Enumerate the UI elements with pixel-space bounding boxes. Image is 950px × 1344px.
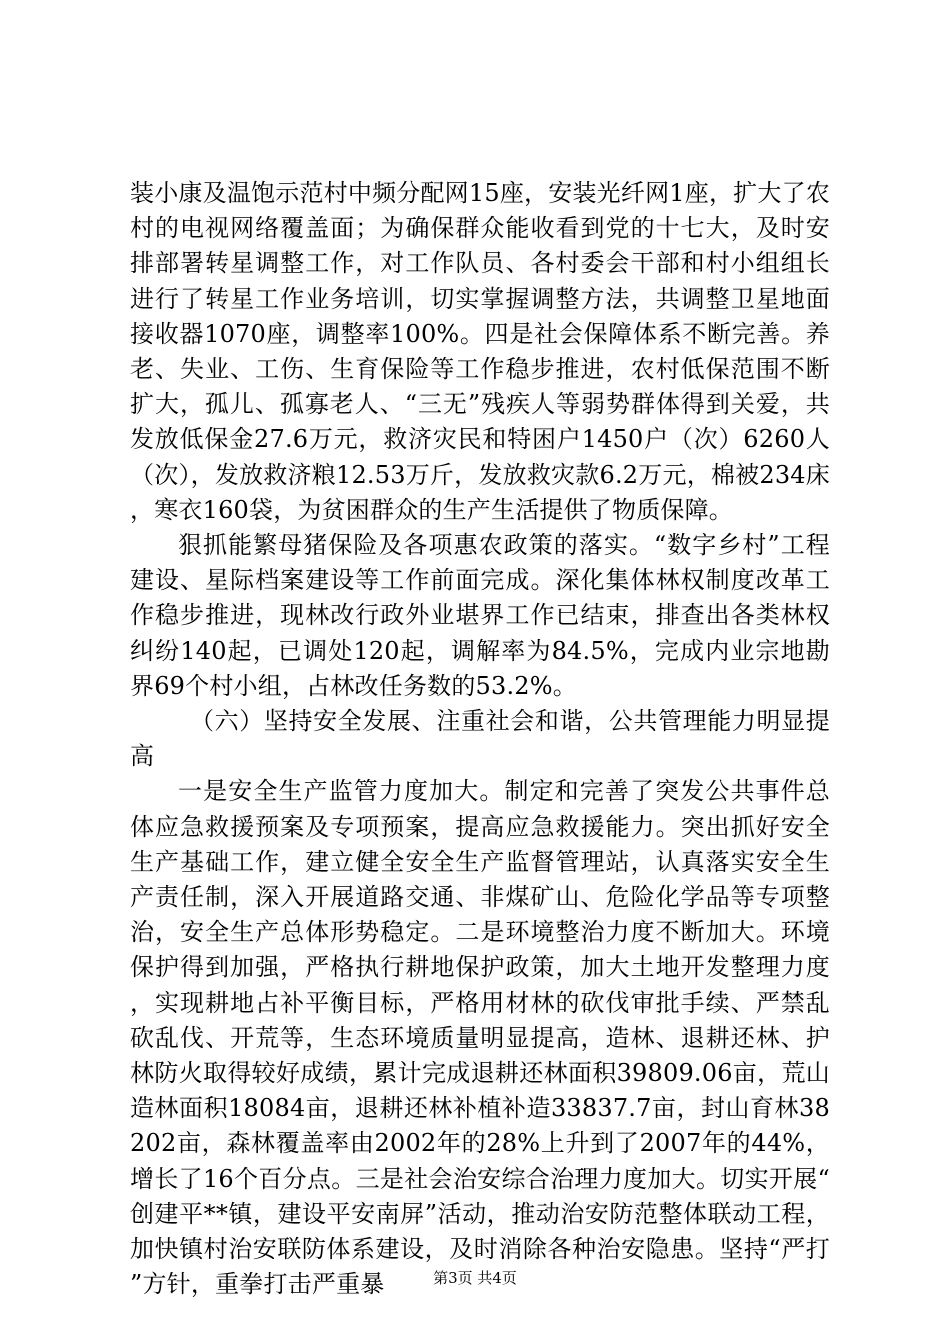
section-heading-six: （六）坚持安全发展、注重社会和谐，公共管理能力明显提高 — [130, 707, 830, 771]
paragraph-social-security: 装小康及温饱示范村中频分配网15座，安装光纤网1座，扩大了农村的电视网络覆盖面；为确保群众能收看到党的十七大，及时安排部署转星调整工作，对工作队员、各村委会干部和村小组组长进行了转星工作业务培训，切实掌握调整方法，共调整卫星地面接收器1070座，调整率100%。四是社会保障体系不断完善。养老、失业、工伤、生育保险等工作稳步推进，农村低保范围不断扩大，孤儿、孤寡老人、“三无”残疾人等弱势群体得到关爱，共发放低保金27.6万元，救济灾民和特困户1450户（次）6260人（次），发放救济粮12.53万斤，发放救灾款6.2万元，棉被234床，寒衣160袋，为贫困群众的生产生活提供了物质保障。 — [130, 179, 830, 524]
page-footer — [0, 1268, 950, 1288]
paragraph-forest-reform: 狠抓能繁母猪保险及各项惠农政策的落实。“数字乡村”工程建设、星际档案建设等工作前面完成。深化集体林权制度改革工作稳步推进，现林改行政外业堪界工作已结束，排查出各类林权纠纷140起，已调处120起，调解率为84.5%，完成内业宗地勘界69个村小组，占林改任务数的53.2%。 — [130, 531, 830, 700]
paragraph-safety-environment: 一是安全生产监管力度加大。制定和完善了突发公共事件总体应急救援预案及专项预案，提高应急救援能力。突出抓好安全生产基础工作，建立健全安全生产监督管理站，认真落实安全生产责任制，深入开展道路交通、非煤矿山、危险化学品等专项整治，安全生产总体形势稳定。二是环境整治力度不断加大。环境保护得到加强，严格执行耕地保护政策，加大土地开发整理力度，实现耕地占补平衡目标，严格用材林的砍伐审批手续、严禁乱砍乱伐、开荒等，生态环境质量明显提高，造林、退耕还林、护林防火取得较好成绩，累计完成退耕还林面积39809.06亩，荒山造林面积18084亩，退耕还林补植补造33837.7亩，封山育林38202亩，森林覆盖率由2002年的28%上升到了2007年的44%，增长了16个百分点。三是社会治安综合治理力度加大。切实开展“创建平**镇，建设平安南屏”活动，推动治安防范整体联动工程，加快镇村治安联防体系建设，及时消除各种治安隐患。坚持“严打”方针，重拳打击严重暴 — [130, 777, 830, 1299]
page-number: 第3页 — [433, 1269, 473, 1287]
page-total: 共4页 — [477, 1269, 517, 1287]
document-body — [130, 176, 830, 1303]
